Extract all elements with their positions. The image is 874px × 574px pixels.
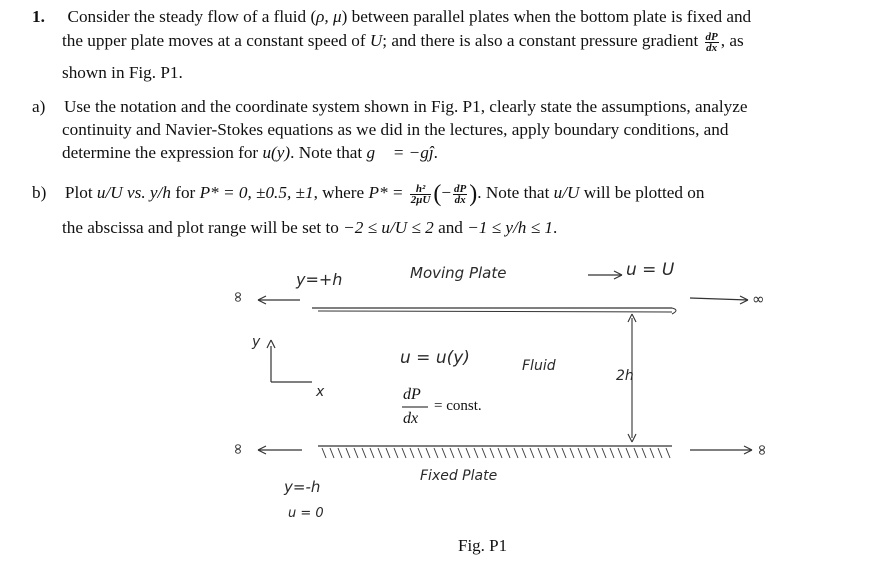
infinity-right-bottom: ∞: [753, 443, 772, 457]
p-star-definition: P* =: [368, 183, 404, 202]
fluid-label: Fluid: [522, 358, 556, 374]
pressure-numerator: dP: [403, 386, 421, 403]
velocity-profile-label: u = u(y): [400, 348, 470, 368]
problem-text-1a: Consider the steady flow of a fluid (: [67, 7, 317, 26]
fixed-plate-label: Fixed Plate: [420, 468, 498, 484]
part-b-text-2b: and: [433, 218, 468, 237]
part-a-text-3c: .: [433, 143, 438, 162]
u-over-U-2: u/U: [553, 183, 580, 202]
moving-plate-bottom: [318, 311, 672, 312]
part-b-label: b): [32, 183, 47, 202]
part-a-text-1: Use the notation and the coordinate system shown in Fig. P1, clearly state the assumptions, analyze: [63, 97, 748, 116]
pressure-const: = const.: [434, 398, 482, 414]
bottom-velocity-label: u = 0: [288, 506, 324, 521]
moving-plate-end: [672, 308, 676, 314]
moving-plate-label: Moving Plate: [410, 264, 507, 282]
part-b-text-1c: , where: [313, 183, 369, 202]
problem-text-2a: the upper plate moves at a constant speed of: [62, 31, 370, 50]
pressure-gradient-fraction: $\frac{dP}{dx}$: [705, 30, 718, 54]
part-a-text-3b: . Note that: [290, 143, 367, 162]
y-range: −1 ≤ y/h ≤ 1: [467, 218, 554, 237]
problem-text-2b: ; and there is also a constant pressure gradient: [382, 31, 699, 50]
u-range: −2 ≤ u/U ≤ 2: [343, 218, 434, 237]
x-axis-label: x: [316, 384, 325, 400]
part-b-line-1: b) Plot u/U vs. y/h for P* = 0, ±0.5, ±1, where P* = $\frac{\text{h²}}{2\mu U}$ (− $\frac{dP}{dx}$ ). Note that u/U will be plotted on: [32, 181, 705, 208]
infinity-left-top: ∞: [229, 290, 248, 304]
inner-gradient-fraction: $\frac{dP}{dx}$: [454, 182, 467, 206]
part-b-text-2c: .: [553, 218, 558, 237]
y-over-h: y/h: [149, 183, 171, 202]
part-a-label: a): [32, 97, 46, 116]
problem-text-3: shown in Fig. P1.: [62, 63, 183, 82]
part-b-text-2a: the abscissa and plot range will be set to: [62, 218, 344, 237]
figure-caption: Fig. P1: [458, 536, 508, 555]
infinity-left-bottom: ∞: [229, 442, 248, 456]
infinity-right-top: ∞: [752, 290, 765, 308]
plate-speed: U: [369, 31, 383, 50]
velocity-expression: u(y): [262, 143, 291, 162]
part-b-text-1b: for: [170, 183, 200, 202]
problem-number: 1.: [32, 7, 45, 26]
vs-text: vs.: [122, 183, 150, 202]
upper-velocity-label: u = U: [626, 260, 675, 280]
coefficient-fraction: $\frac{\text{h²}}{2\mu U}$: [410, 182, 431, 206]
part-b-text-1e: will be plotted on: [579, 183, 705, 202]
part-a-text-2: continuity and Navier-Stokes equations as we did in the lectures, apply boundary conditions, and: [62, 120, 729, 139]
fixed-plate-hatching: [322, 448, 670, 458]
p-star-values: P* = 0, ±0.5, ±1: [199, 183, 314, 202]
gravity-vector: g⃗ = −gĵ: [366, 143, 434, 162]
part-b-text-1d: . Note that: [477, 183, 554, 202]
gap-label: 2h: [616, 368, 634, 384]
top-y-label: y=+h: [296, 270, 343, 289]
bottom-y-label: y=-h: [284, 478, 321, 496]
arrow-right-top: [690, 298, 748, 300]
fluid-properties: ρ, μ: [316, 7, 342, 26]
problem-text-2c: , as: [720, 31, 744, 50]
y-axis-label: y: [252, 334, 261, 350]
problem-text-1b: ) between parallel plates when the bottom plate is fixed and: [341, 7, 752, 26]
u-over-U: u/U: [96, 183, 123, 202]
pressure-denominator: dx: [403, 410, 419, 427]
part-b-text-1a: Plot: [64, 183, 97, 202]
part-a-text-3a: determine the expression for: [62, 143, 263, 162]
